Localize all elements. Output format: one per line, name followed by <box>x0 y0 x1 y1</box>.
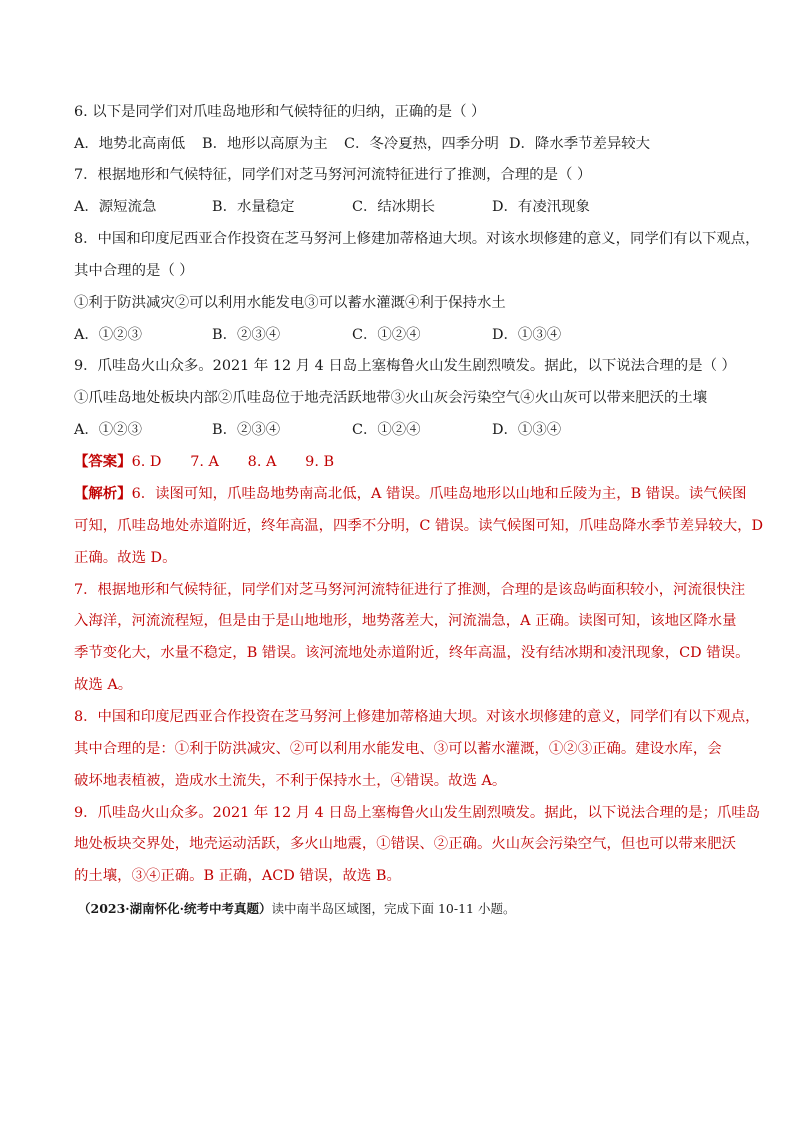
analysis-7-line3: 季节变化大，水量不稳定，B 错误。该河流地处赤道附近，终年高温，没有结冰期和凌汛现象，CD 错误。 <box>74 645 750 661</box>
q8-option-b: B．②③④ <box>212 327 281 343</box>
next-question-intro <box>78 899 754 919</box>
q7-options <box>74 197 754 217</box>
analysis-6-text1: 6．读图可知，爪哇岛地势南高北低，A 错误。爪哇岛地形以山地和丘陵为主，B 错误。读气候图 <box>131 486 747 502</box>
q8-stem-line2: 其中合理的是（ ） <box>74 263 194 279</box>
q6-stem: 6. 以下是同学们对爪哇岛地形和气候特征的归纳，正确的是（ ） <box>74 104 486 120</box>
q6-option-c: C．冬冷夏热，四季分明 <box>344 136 499 152</box>
analysis-6-line3: 正确。故选 D。 <box>74 550 177 566</box>
q8-options <box>74 325 754 345</box>
q6-options <box>74 134 754 154</box>
q6-option-a: A．地势北高南低 <box>74 136 186 152</box>
q6-option-b: B．地形以高原为主 <box>202 136 328 152</box>
analysis-8-lead: 其中合理的是： <box>74 741 175 757</box>
source-tag: （2023·湖南怀化·统考中考真题） <box>78 901 272 916</box>
q9-option-c: C．①②④ <box>352 422 421 438</box>
analysis-6-line2: 可知，爪哇岛地处赤道附近，终年高温，四季不分明，C 错误。读气候图可知，爪哇岛降水季节差异较大，D <box>74 518 764 534</box>
q9-stem: 9．爪哇岛火山众多。2021 年 12 月 4 日岛上塞梅鲁火山发生剧烈喷发。据此，以下说法合理的是（ ） <box>74 358 736 374</box>
next-question-text: 读中南半岛区域图，完成下面 10-11 小题。 <box>271 901 516 916</box>
analysis-7-line2: 入海洋，河流流程短，但是由于是山地地形，地势落差大，河流湍急，A 正确。读图可知，该地区降水量 <box>74 613 737 629</box>
q7-option-d: D．有凌汛现象 <box>492 199 590 215</box>
q8-statements: ①利于防洪减灾②可以利用水能发电③可以蓄水灌溉④利于保持水土 <box>74 295 506 311</box>
analysis-9-line3: 的土壤，③④正确。B 正确，ACD 错误，故选 B。 <box>74 868 401 884</box>
analysis-9-line2: 地处板块交界处，地壳运动活跃，多火山地震，①错误、②正确。火山灰会污染空气，但也可以带来肥沃 <box>74 836 736 852</box>
q9-option-b: B．②③④ <box>212 422 281 438</box>
analysis-8-line3: 破坏地表植被，造成水土流失，不利于保持水土，④错误。故选 A。 <box>74 773 507 789</box>
q8-option-c: C．①②④ <box>352 327 421 343</box>
q7-option-b: B．水量稳定 <box>212 199 295 215</box>
q9-option-d: D．①③④ <box>492 422 562 438</box>
q7-stem: 7．根据地形和气候特征，同学们对芝马努河河流特征进行了推测，合理的是（ ） <box>74 167 592 183</box>
analysis-9-line1: 9．爪哇岛火山众多。2021 年 12 月 4 日岛上塞梅鲁火山发生剧烈喷发。据此，以下说法合理的是；爪哇岛 <box>74 805 761 821</box>
analysis-6-line1 <box>74 484 754 504</box>
q8-option-d: D．①③④ <box>492 327 562 343</box>
answer-line <box>74 452 754 472</box>
answer-label: 【答案】 <box>74 453 132 470</box>
answer-text: 6. D 7. A 8. A 9. B <box>131 454 335 470</box>
q9-option-a: A．①②③ <box>74 422 142 438</box>
q9-options <box>74 420 754 440</box>
q8-option-a: A．①②③ <box>74 327 142 343</box>
analysis-label: 【解析】 <box>74 485 132 502</box>
analysis-7-line1: 7．根据地形和气候特征，同学们对芝马努河河流特征进行了推测，合理的是该岛屿面积较小，河流很快注 <box>74 582 746 598</box>
q7-option-c: C．结冰期长 <box>352 199 435 215</box>
q8-stem-line1: 8．中国和印度尼西亚合作投资在芝马努河上修建加蒂格迪大坝。对该水坝修建的意义，同学们有以下观点， <box>74 231 760 247</box>
q7-option-a: A．源短流急 <box>74 199 157 215</box>
q9-statements: ①爪哇岛地处板块内部②爪哇岛位于地壳活跃地带③火山灰会污染空气④火山灰可以带来肥沃的土壤 <box>74 390 708 406</box>
analysis-8-text2: ①利于防洪减灾、②可以利用水能发电、③可以蓄水灌溉，①②③正确。建设水库，会 <box>174 741 722 757</box>
analysis-7-line4: 故选 A。 <box>74 677 133 693</box>
q6-option-d: D．降水季节差异较大 <box>509 136 651 152</box>
analysis-8-line1: 8．中国和印度尼西亚合作投资在芝马努河上修建加蒂格迪大坝。对该水坝修建的意义，同学们有以下观点， <box>74 709 760 725</box>
analysis-8-line2 <box>74 739 754 759</box>
